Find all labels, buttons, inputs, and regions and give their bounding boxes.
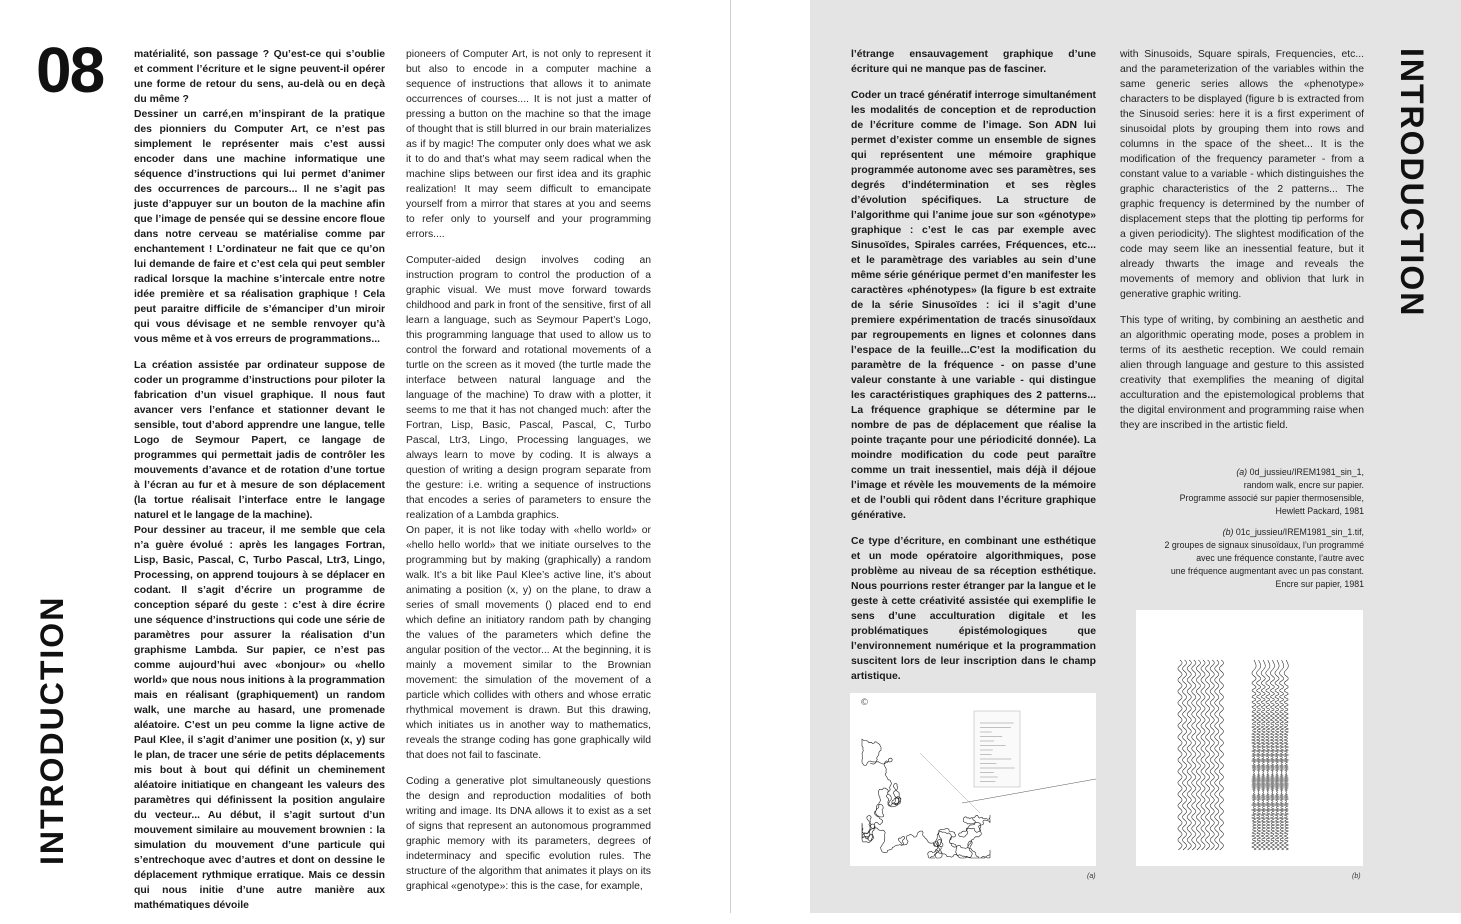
caption-line: une fréquence augmentant avec un pas constant. bbox=[1170, 566, 1364, 576]
plot-line bbox=[920, 753, 980, 813]
paragraph: La création assistée par ordinateur suppose de coder un programme d’instructions pour piloter la fabrication d’un visuel graphique. Il nous faut avancer vers l’enfance et stationner devant le sensible, tout d’abord apprendre une langue, telle Logo de Seymour Papert, ce langage de programmes qui permettait jadis de contrôler les mouvements d’avance et de rotation d’une tortue à l’écran au fur et à mesure de son déplacement (la tortue réalisait l’interface entre le langage naturel et le langage de la machine). bbox=[134, 360, 385, 521]
copyright-mark: © bbox=[860, 698, 869, 708]
sinusoid-trace bbox=[1183, 660, 1187, 850]
section-title-left: INTRODUCTION bbox=[34, 595, 70, 865]
caption-figure-b bbox=[1130, 526, 1364, 591]
sinusoid-trace bbox=[1219, 660, 1223, 850]
random-walk-path bbox=[862, 739, 990, 858]
caption-line: Hewlett Packard, 1981 bbox=[1275, 506, 1364, 516]
caption-file: 01c_jussieu/IREM1981_sin_1.tif, bbox=[1235, 527, 1364, 537]
caption-line: Encre sur papier, 1981 bbox=[1275, 579, 1364, 589]
sinusoid-trace bbox=[1215, 660, 1219, 850]
sinusoid-trace bbox=[1196, 660, 1200, 850]
paragraph: Computer-aided design involves coding an instruction program to control the production of a graphic visual. We must move forward towards childhood and park in front of the sensitive, first of all learn a language, such as Seymour Papert’s Logo, this programming language that used to allow us to control the forward and rotational movements of a turtle on the screen as it moved (the turtle made the interface between natural language and the language of the machine) To draw with a plotter, it seems to me that it has not changed much: after the Fortran, Lisp, Basic, Pascal, Pascal, C, Turbo Pascal, Ltr3, Lingo, Processing languages, we always learn to move by coding. It is always a question of writing a design program separate from the gesture: i.e. writing a sequence of instructions that encodes a series of parameters to ensure the realization of a Lambda graphics. bbox=[406, 255, 651, 521]
caption-file: 0d_jussieu/IREM1981_sin_1, bbox=[1249, 467, 1364, 477]
sinusoid-plot bbox=[1136, 610, 1363, 866]
paragraph: Ce type d’écriture, en combinant une esthétique et un mode opératoire algorithmiques, pose problème au niveau de sa réception esthétique. Nous pourrions rester étranger par la langue et le geste à cette créativité assistée qui exemplifie le sens d’une acculturation digitale et les problématiques épistémologiques que l’environnement numérique et la programmation suscitent lors de leur inscription dans le champ artistique. bbox=[851, 536, 1096, 682]
caption-ref: (b) bbox=[1222, 527, 1234, 537]
sinusoid-trace bbox=[1192, 660, 1196, 850]
caption-line: avec une fréquence constante, l’autre avec bbox=[1196, 553, 1364, 563]
caption-ref: (a) bbox=[1236, 467, 1248, 477]
paragraph: l’étrange ensauvagement graphique d’une écriture qui ne manque pas de fasciner. bbox=[851, 49, 1096, 75]
column-english-2 bbox=[1120, 47, 1364, 444]
paragraph: pioneers of Computer Art, is not only to represent it but also to encode in a computer machine a sequence of instructions that allows it to animate occurrences of courses.... It is not just a matter of pressing a button on the machine so that the image of thought that is still blurred in our brain materializes as if by magic! The computer only does what we ask it to do and that’s what may seem radical when the machine slips between our first idea and its graphic realization! It may seem difficult to emancipate yourself from a mirror that stares at you and seems to refer only to yourself and your programming errors.... bbox=[406, 49, 651, 240]
sinusoid-trace bbox=[1252, 660, 1256, 850]
paragraph: This type of writing, by combining an aesthetic and an algorithmic operating mode, poses a problem in terms of its aesthetic reception. We could remain alien through language and gesture to this assisted creativity that exemplifies the meaning of digital acculturation and the epistemological problems that the digital environment and programming raise when they are inscribed in the artistic field. bbox=[1120, 315, 1364, 431]
figure-b-sinusoids bbox=[1136, 610, 1363, 866]
figure-a-random-walk bbox=[850, 693, 1096, 866]
caption-line: Programme associé sur papier thermosensible, bbox=[1179, 493, 1364, 503]
paragraph: Dessiner un carré,en m’inspirant de la pratique des pionniers du Computer Art, ce n’est pas simplement le représenter mais c’est aussi encoder dans une machine informatique une séquence d’instructions qui lui permet d’animer des occurrences de parcours... Il ne s’agit pas juste d’appuyer sur un bouton de la machine afin que l’image de pensée qui se dessine encore floue dans notre cerveau se matérialise comme par enchantement ! L’ordinateur ne fait que ce qu’on lui demande de faire et c’est cela qui peut sembler radical lorsque la machine s’intercale entre notre idée première et sa réalisation graphique ! Cela peut paraitre difficile de s’émanciper d’un miroir qui vous dévisage et ne semble renvoyer qu’à vous même et à vos erreurs de programmations... bbox=[134, 109, 385, 345]
page-number: 08 bbox=[36, 34, 104, 106]
sinusoid-trace bbox=[1187, 660, 1191, 850]
paragraph: On paper, it is not like today with «hello world» or «hello hello world» that we initiate ourselves to the programming but by making (graphically) a random walk. It’s a bit like Paul Klee’s active line, it’s about animating a position (x, y) on the plane, to draw a series of small movements () placed end to end which define an initiatory random path by changing the values of the parameters which define the angular position of the vector... At the beginning, it is mainly a movement similar to the Brownian movement: the simulation of the movement of a particle which collides with others and whose erratic rhythmical movement is drawn. But this drawing, which initiates us in another way to mathematics, reveals the strange coding has gone graphically wild that does not fail to fascinate. bbox=[406, 525, 651, 761]
figure-label-b: (b) bbox=[1352, 873, 1361, 880]
sinusoid-trace bbox=[1201, 660, 1205, 850]
thermal-paper-program bbox=[974, 711, 1020, 787]
sinusoid-trace bbox=[1178, 660, 1182, 850]
column-french-2 bbox=[851, 47, 1096, 695]
section-title-right: INTRODUCTION bbox=[1394, 48, 1430, 318]
figure-label-a: (a) bbox=[1087, 873, 1096, 880]
sinusoid-trace bbox=[1206, 660, 1210, 850]
caption-line: 2 groupes de signaux sinusoïdaux, l’un programmé bbox=[1164, 540, 1364, 550]
caption-line: random walk, encre sur papier. bbox=[1243, 480, 1364, 490]
paragraph: Coder un tracé génératif interroge simultanément les modalités de conception et de reproduction de l’écriture comme de l’image. Son ADN lui permet d’exister comme un ensemble de signes qui représentent une mémoire graphique programmée autonome avec ses paramètres, ses degrés d’indétermination et ses règles d’évolution spécifiques. La structure de l’algorithme qui l’anime joue sur son «génotype» graphique : c’est le cas par exemple avec Sinusoïdes, Spirales carrées, Fréquences, etc... et le paramètrage des variables au sein d’une même série générique permet d’en manifester les caractères «phénotypes» (la figure b est extraite de la série Sinusoïdes : ici il s’agit d’une premiere expérimentation de tracés sinusoïdaux par regroupements en lignes et colonnes dans l’espace de la feuille...C’est la modification du paramètre de la fréquence - on passe d’une valeur constante à une variable - qui distingue les caractéristiques graphiques des 2 patterns... La fréquence graphique se détermine par le nombre de pas de déplacement que réalise la pointe traçante pour une périodicité donnée). La moindre modification du code peut paraître comme un trait inessentiel, mais déjà il déjoue l’image et révèle les mouvements de la mémoire et de l’oubli qui rôdent dans l’écriture graphique générative. bbox=[851, 90, 1096, 521]
sinusoid-group-variable bbox=[1252, 660, 1288, 850]
random-walk-plot bbox=[850, 693, 1096, 866]
paragraph: with Sinusoids, Square spirals, Frequencies, etc... and the parameterization of the variables within the same generic series allows the «phenotype» characters to be displayed (figure b is extracted from the Sinusoid series: here it is a first experiment of sinusoidal plots by grouping them into rows and columns in the space of the sheet... It is the modification of the frequency parameter - from a constant value to a variable - which distinguishes the graphic characteristics of the 2 patterns... The graphic frequency is determined by the number of displacement steps that the plotting tip performs for a given periodicity). The slightest modification of the code may seem like an inessential feature, but it already thwarts the image and reveals the movements of memory and oblivion that lurk in generative graphic writing. bbox=[1120, 49, 1364, 300]
page-gutter bbox=[730, 0, 811, 913]
paragraph: Coding a generative plot simultaneously questions the design and reproduction modalities of both writing and image. Its DNA allows it to exist as a set of signs that represent an autonomous programmed graphic memory with its parameters, degrees of indeterminacy and specific evolution rules. The structure of the algorithm that animates it plays on its graphical «genotype»: this is the case, for example, bbox=[406, 776, 651, 892]
column-french-1 bbox=[134, 47, 385, 924]
sinusoid-trace bbox=[1210, 660, 1214, 850]
paragraph: Pour dessiner au traceur, il me semble que cela n’a guère évolué : après les langages Fortran, Lisp, Basic, Pascal, C, Turbo Pascal, Ltr3, Lingo, Processing, on apprend toujours à se déplacer en codant. Il s’agit d’écrire un programme de conception séparé du geste : c’est à dire écrire une séquence d’instructions qui code une série de paramètres pour assurer la réalisation d’un graphisme Lambda. Sur papier, ce n’est pas comme aujourd’hui avec «bonjour» ou «hello world» que nous nous initions à la programmation mais en réalisant (graphiquement) un random walk, une marche au hasard, une promenade aléatoire. C’est un peu comme la ligne active de Paul Klee, il s’agit d’animer une position (x, y) sur le plan, de tracer une série de petits déplacements mis bout à bout qui définit un cheminement aléatoire initiatique en changeant les valeurs des paramètres qui définissent la position angulaire du vecteur... Au début, il s’agit surtout d’un mouvement similaire au mouvement brownien : la simulation du mouvement d’une particule qui s’entrechoque avec d’autres et dont on dessine le déplacement rythmique erratique. Mais ce dessin qui nous initie d’une autre manière aux mathématiques dévoile bbox=[134, 525, 385, 911]
sinusoid-group-constant bbox=[1178, 660, 1224, 850]
column-english-1 bbox=[406, 47, 651, 905]
caption-figure-a bbox=[1130, 466, 1364, 518]
paragraph: matérialité, son passage ? Qu’est-ce qui s’oublie et comment l’écriture et le signe peuvent-il opérer une forme de retour du sens, au-delà ou en deçà du même ? bbox=[134, 49, 385, 105]
